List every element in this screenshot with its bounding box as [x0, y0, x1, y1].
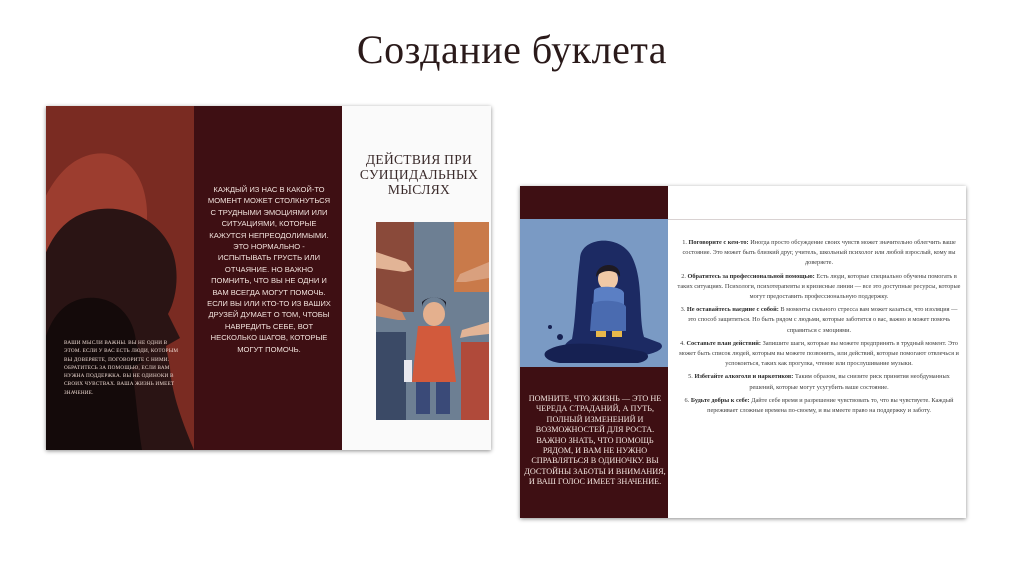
- booklet-outside-image: [46, 106, 491, 450]
- sitting-girl-art: [520, 219, 668, 367]
- slide-title: Создание буклета: [356, 27, 668, 72]
- sitting-girl-illustration: [520, 219, 668, 367]
- tip-number: 3.: [680, 306, 686, 314]
- booklet-panel-quote: [520, 186, 668, 518]
- booklet-cover-title: ДЕЙСТВИЯ ПРИ СУИЦИДАЛЬНЫХ МЫСЛЯХ: [359, 152, 479, 197]
- tip-number: 2.: [681, 272, 686, 280]
- tip-title: Будьте добры к себе:: [690, 396, 750, 404]
- list-item: [676, 238, 962, 269]
- tip-text: Иногда просто обсуждение своих чувств может значительно облегчить ваше состояние. Это может быть близкий друг, учитель, школьный психолог или любой взрослый, кому вы доверяете.: [682, 239, 956, 267]
- tip-text: Есть люди, которые специально обучены помогать в таких ситуациях. Психологи, психотерапевты и кризисные линии — все это доступные ресурсы, которые могут предоставить профессиональную поддержку.: [677, 272, 961, 301]
- booklet-cover-panel: [342, 106, 491, 450]
- panel1-small-text: ВАШИ МЫСЛИ ВАЖНЫ. ВЫ НЕ ОДНИ В ЭТОМ. ЕСЛИ У ВАС ЕСТЬ ЛЮДИ, КОТОРЫМ ВЫ ДОВЕРЯЕТЕ, ПОГОВОРИТЕ С НИМИ. ОБРАТИТЕСЬ ЗА ПОМОЩЬЮ, ЕСЛИ ВАМ НУЖНА ПОДДЕРЖКА. ВЫ НЕ ОДИНОКИ В СВОИХ ЧУВСТВАХ. ВАША ЖИЗНЬ ИМЕЕТ ЗНАЧЕНИЕ.: [64, 340, 179, 396]
- tips-list: [676, 238, 962, 419]
- tip-title: Не оставайтесь наедине с собой:: [686, 306, 779, 314]
- tip-text: Таким образом, вы снизите риск принятия необдуманных решений, которые могут усугубить ваше состояние.: [749, 373, 950, 391]
- hands-illustration: [376, 222, 489, 420]
- list-item: [676, 272, 962, 303]
- booklet-panel-intro: [194, 106, 342, 450]
- list-item: [676, 396, 962, 416]
- booklet-inside-image: [520, 186, 966, 518]
- list-item: [676, 339, 962, 370]
- list-item: [676, 372, 962, 392]
- tip-number: 1.: [682, 239, 687, 246]
- booklet-panel-silhouettes: [46, 106, 194, 450]
- tip-title: Обратитесь за профессиональной помощью:: [687, 272, 815, 280]
- list-item: [676, 305, 962, 336]
- tip-title: Поговорите с кем-то:: [688, 239, 749, 246]
- tip-text: Запишите шаги, которые вы можете предпринять в трудный момент. Это может быть список людей, которым вы можете позвонить, или действий, которые помогают отвлечься и успокоиться, таких как прогулка, чтение или прослушивание музыки.: [679, 339, 959, 368]
- silhouettes-illustration: [46, 106, 194, 450]
- tip-text: Дайте себе время и разрешение чувствовать то, что вы чувствуете. Каждый переживает сложные времена по-своему, и вы имеете право на поддержку и заботу.: [707, 396, 954, 415]
- booklet-quote-text: ПОМНИТЕ, ЧТО ЖИЗНЬ — ЭТО НЕ ЧЕРЕДА СТРАДАНИЙ, А ПУТЬ, ПОЛНЫЙ ИЗМЕНЕНИЙ И ВОЗМОЖНОСТЕЙ ДЛЯ РОСТА. ВАЖНО ЗНАТЬ, ЧТО ПОМОЩЬ РЯДОМ, И ВАМ НЕ НУЖНО СПРАВЛЯТЬСЯ В ОДИНОЧКУ. ВЫ ДОСТОЙНЫ ЗАБОТЫ И ВНИМАНИЯ, И ВАШ ГОЛОС ИМЕЕТ ЗНАЧЕНИЕ.: [524, 394, 666, 487]
- tip-number: 6.: [684, 396, 690, 404]
- divider: [668, 219, 966, 220]
- hands-illustration-art: [376, 222, 489, 420]
- intro-text: КАЖДЫЙ ИЗ НАС В КАКОЙ-ТО МОМЕНТ МОЖЕТ СТОЛКНУТЬСЯ С ТРУДНЫМИ ЭМОЦИЯМИ ИЛИ СИТУАЦИЯМИ, КОТОРЫЕ КАЖУТСЯ НЕПРЕОДОЛИМЫМИ. ЭТО НОРМАЛЬНО - ИСПЫТЫВАТЬ ГРУСТЬ ИЛИ ОТЧАЯНИЕ. НО ВАЖНО ПОМНИТЬ, ЧТО ВЫ НЕ ОДНИ И ВАМ ВСЕГДА МОГУТ ПОМОЧЬ. ЕСЛИ ВЫ ИЛИ КТО-ТО ИЗ ВАШИХ ДРУЗЕЙ ДУМАЕТ О ТОМ, ЧТОБЫ НАВРЕДИТЬ СЕБЕ, ВОТ НЕСКОЛЬКО ШАГОВ, КОТОРЫЕ МОГУТ ПОМОЧЬ.: [207, 185, 331, 354]
- tip-title: Избегайте алкоголя и наркотиков:: [694, 373, 794, 381]
- tip-number: 4.: [680, 339, 685, 347]
- tip-title: Составьте план действий:: [686, 339, 761, 347]
- tip-number: 5.: [688, 373, 693, 381]
- booklet-panel-tips: [668, 186, 966, 518]
- tip-text: В моменты сильного стресса вам может казаться, что изоляция — это способ защититься. Но быть рядом с людьми, которые заботятся о вас, важно и может помочь справиться с эмоциями.: [687, 306, 958, 334]
